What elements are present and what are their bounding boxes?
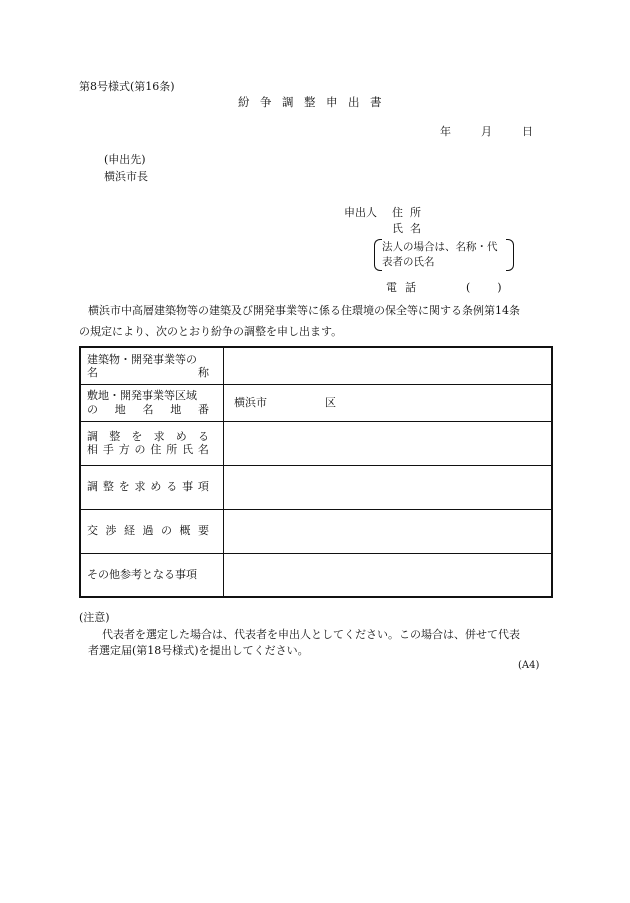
counterparty-field[interactable] bbox=[224, 421, 553, 465]
table-row bbox=[80, 421, 552, 465]
site-ward-suffix: 区 bbox=[325, 395, 336, 409]
label-char: 称 bbox=[198, 365, 209, 379]
site-address-field[interactable] bbox=[224, 384, 553, 421]
addressee-label: (申出先) bbox=[104, 153, 146, 166]
label-line: 敷地・開発事業等区域 bbox=[87, 389, 197, 403]
label-char: め bbox=[175, 429, 187, 443]
label-char: 整 bbox=[102, 480, 114, 494]
paper-size-label: (A4) bbox=[518, 660, 540, 671]
label-char: 交 bbox=[87, 524, 98, 538]
other-reference-field[interactable] bbox=[224, 553, 553, 597]
notes-line1: 代表者を選定した場合は、代表者を申出人としてください。この場合は、併せて代表 bbox=[102, 628, 520, 641]
row-label-site-address bbox=[80, 384, 224, 421]
row-label-building-name bbox=[80, 347, 224, 384]
label-line: その他参考となる事項 bbox=[87, 568, 197, 582]
corporate-note-line1: 法人の場合は、名称・代 bbox=[382, 241, 498, 253]
row-label-other-reference bbox=[80, 553, 224, 597]
addressee-name: 横浜市長 bbox=[104, 170, 148, 183]
label-char: 相 bbox=[87, 443, 98, 456]
label-char: 番 bbox=[198, 402, 209, 416]
label-char: 地 bbox=[170, 402, 182, 416]
document-title: 紛争調整申出書 bbox=[238, 95, 392, 109]
row-label-requested-matters bbox=[80, 465, 224, 509]
requested-matters-field[interactable] bbox=[224, 465, 553, 509]
label-char: 地 bbox=[114, 402, 126, 416]
table-row bbox=[80, 384, 552, 421]
date-line bbox=[440, 125, 533, 138]
label-char: 方 bbox=[118, 443, 130, 456]
label-char: 経 bbox=[124, 524, 135, 538]
right-bracket bbox=[506, 239, 514, 271]
label-line-justified bbox=[87, 403, 209, 416]
table-row bbox=[80, 509, 552, 553]
label-char: 所 bbox=[166, 443, 178, 456]
label-char: 名 bbox=[142, 402, 154, 416]
label-char: 過 bbox=[142, 524, 154, 538]
label-char: 名 bbox=[197, 443, 209, 456]
label-char: 概 bbox=[179, 524, 191, 538]
label-char: る bbox=[166, 480, 178, 494]
label-line-justified bbox=[87, 524, 209, 537]
date-month-label: 月 bbox=[481, 125, 492, 138]
label-char: 求 bbox=[153, 429, 165, 443]
label-char: の bbox=[161, 524, 172, 538]
applicant-label: 申出人 bbox=[344, 206, 377, 219]
label-line-justified bbox=[87, 443, 209, 456]
body-text-line1: 横浜市中高層建築物等の建築及び開発事業等に係る住環境の保全等に関する条例第14条 bbox=[88, 304, 520, 317]
date-year-label: 年 bbox=[440, 125, 451, 138]
body-text-line2: の規定により、次のとおり紛争の調整を申し出ます。 bbox=[79, 325, 343, 338]
date-day-label: 日 bbox=[522, 125, 533, 138]
label-char: 整 bbox=[109, 429, 121, 443]
label-char: 渉 bbox=[105, 524, 117, 538]
label-line-justified bbox=[87, 366, 209, 379]
table-row bbox=[80, 347, 552, 384]
form-number: 第8号様式(第16条) bbox=[79, 80, 175, 93]
negotiation-summary-field[interactable] bbox=[224, 509, 553, 553]
phone-label: 電話 bbox=[386, 281, 424, 294]
notes-line2: 者選定届(第18号様式)を提出してください。 bbox=[88, 644, 309, 657]
phone-paren: ( ) bbox=[466, 281, 510, 294]
row-label-counterparty bbox=[80, 421, 224, 465]
label-line-justified bbox=[87, 480, 209, 493]
label-char: 名 bbox=[87, 365, 98, 379]
label-char: 事 bbox=[182, 480, 194, 494]
row-label-negotiation-summary bbox=[80, 509, 224, 553]
label-char: 調 bbox=[87, 429, 98, 443]
table-row bbox=[80, 465, 552, 509]
label-line: 建築物・開発事業等の bbox=[87, 352, 197, 366]
site-city: 横浜市 bbox=[234, 395, 267, 409]
label-char: の bbox=[134, 443, 146, 456]
left-bracket bbox=[374, 239, 382, 271]
label-char: め bbox=[150, 480, 162, 494]
notes-heading: (注意) bbox=[79, 611, 110, 624]
label-char: を bbox=[131, 429, 143, 443]
label-char: 調 bbox=[87, 480, 98, 494]
label-line-justified bbox=[87, 430, 209, 443]
label-char: 住 bbox=[150, 443, 162, 456]
label-char: る bbox=[197, 429, 209, 443]
label-char: を bbox=[118, 480, 130, 494]
label-char: 求 bbox=[134, 480, 146, 494]
address-label: 住所 bbox=[392, 206, 428, 219]
label-char: 要 bbox=[198, 524, 209, 538]
label-char: の bbox=[87, 402, 98, 416]
name-label: 氏名 bbox=[392, 222, 428, 235]
label-char: 氏 bbox=[182, 443, 194, 456]
table-row bbox=[80, 553, 552, 597]
corporate-note-line2: 表者の氏名 bbox=[382, 256, 435, 268]
building-name-field[interactable] bbox=[224, 347, 553, 384]
label-char: 項 bbox=[197, 480, 209, 494]
label-char: 手 bbox=[102, 443, 114, 456]
application-table bbox=[79, 346, 553, 598]
